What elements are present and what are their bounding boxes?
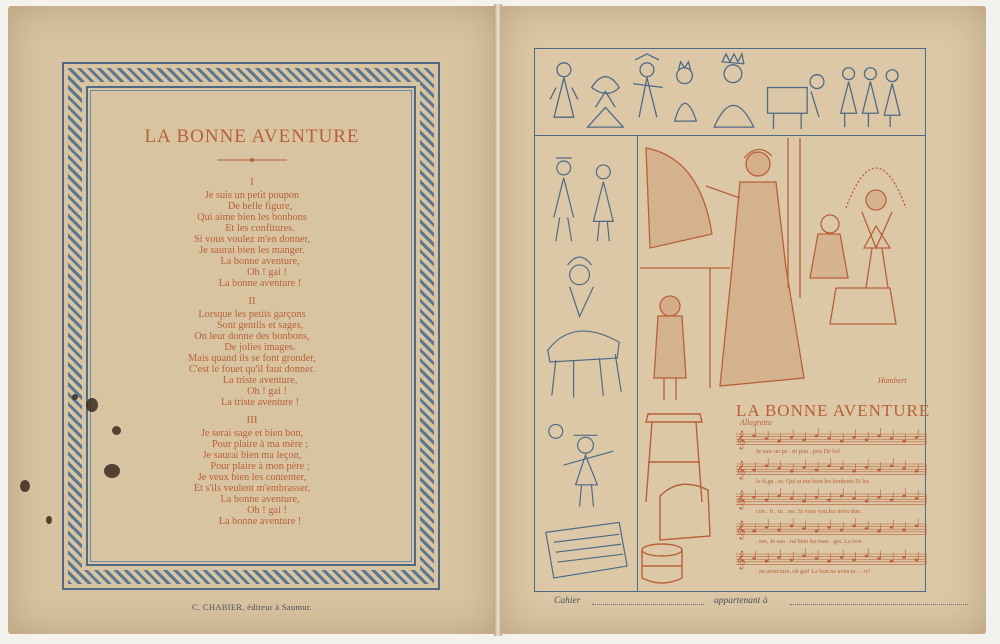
note-head: [877, 469, 881, 472]
lyric-line: . ne aven.ture, oh gai! La bon.ne aven.tu . . re!: [756, 568, 871, 575]
mother-and-child-scene: [640, 138, 924, 403]
note-head: [777, 556, 781, 559]
name-line: [592, 604, 704, 605]
note-head: [790, 497, 794, 500]
note-head: [840, 495, 844, 498]
ink-stain: [86, 398, 98, 412]
verse-line: Et s'ils veulent m'embrasser,: [193, 483, 311, 494]
note-head: [802, 500, 806, 503]
left-page: [8, 6, 496, 634]
side-vignettes: [534, 136, 638, 592]
note-head: [802, 466, 806, 469]
verse-line: Oh ! gai !: [247, 267, 287, 278]
verse-line: Mais quand ils se font gronder,: [188, 353, 316, 364]
note-head: [902, 467, 906, 470]
note-head: [790, 525, 794, 528]
music-title: LA BONNE AVENTURE: [736, 401, 931, 420]
verse-line: C'est le fouet qu'il faut donner.: [188, 364, 316, 375]
children-figures: [841, 68, 900, 127]
note-head: [815, 496, 819, 499]
note-head: [752, 469, 756, 472]
note-head: [852, 470, 856, 473]
verse-line: De jolies images.: [224, 342, 296, 353]
verse-line: Oh ! gai !: [247, 386, 287, 397]
treble-clef-icon: 𝄞: [736, 460, 746, 479]
note-head: [852, 525, 856, 528]
verse-line: De belle figure,: [227, 201, 293, 212]
cat-figure: [675, 62, 697, 121]
appartenant-label: appartenant à: [714, 596, 768, 606]
verse-line: La bonne aventure !: [218, 516, 302, 527]
verse-line: La triste aventure,: [222, 375, 298, 386]
verse-line: Lorsque les petits garçons: [198, 309, 306, 320]
verse-line: On leur donne des bonbons,: [194, 331, 310, 342]
note-head: [890, 560, 894, 563]
note-head: [915, 436, 919, 439]
ink-stain: [20, 480, 30, 492]
verse-line: Je suis un petit poupon: [204, 190, 300, 201]
note-head: [752, 435, 756, 438]
note-head: [865, 439, 869, 442]
note-head: [752, 530, 756, 533]
note-head: [865, 500, 869, 503]
jester-figure: [633, 54, 663, 117]
stanzas: [88, 176, 416, 527]
note-head: [777, 529, 781, 532]
note-head: [765, 437, 769, 440]
note-head: [852, 559, 856, 562]
note-head: [840, 529, 844, 532]
lyric-line: con . fi . tu . res. Si vous vou.lez m'en don .: [756, 508, 863, 515]
note-head: [902, 556, 906, 559]
king-figure: [714, 54, 754, 127]
note-head: [852, 497, 856, 500]
note-head: [915, 559, 919, 562]
treble-clef-icon: 𝄞: [736, 520, 746, 539]
verse-line: Pour plaire à mon père ;: [210, 461, 310, 472]
stanza-number: II: [248, 295, 256, 307]
note-head: [765, 560, 769, 563]
right-page: [500, 6, 986, 634]
note-head: [915, 470, 919, 473]
note-head: [877, 530, 881, 533]
lyric-line: le fi.gu . re. Qui ai.me bien les bonbons Et les: [756, 478, 870, 485]
little-girl-figure: [810, 215, 848, 278]
note-head: [815, 469, 819, 472]
note-head: [865, 555, 869, 558]
note-head: [765, 465, 769, 468]
poem-title: LA BONNE AVENTURE: [144, 126, 360, 147]
ink-stain: [72, 394, 78, 400]
sheet-music: [732, 426, 928, 586]
note-head: [902, 440, 906, 443]
note-head: [902, 495, 906, 498]
rider-figure: [548, 257, 621, 398]
treble-clef-icon: 𝄞: [736, 430, 746, 449]
treble-clef-icon: 𝄞: [736, 490, 746, 509]
skipping-child-figure: [846, 168, 906, 288]
lyric-line: Je suis un pe . tit pou . pou De bel .: [756, 448, 843, 455]
note-head: [815, 435, 819, 438]
note-head: [815, 530, 819, 533]
owner-line: [790, 604, 968, 605]
musician-figure: [549, 424, 613, 506]
verse-line: La bonne aventure !: [218, 278, 302, 289]
note-head: [877, 435, 881, 438]
note-head: [840, 467, 844, 470]
note-head: [890, 499, 894, 502]
note-head: [890, 465, 894, 468]
note-head: [902, 529, 906, 532]
note-head: [915, 525, 919, 528]
chair: [830, 288, 896, 324]
ink-stain: [46, 516, 52, 524]
note-head: [765, 499, 769, 502]
note-head: [877, 496, 881, 499]
verse-line: La triste aventure !: [220, 397, 300, 408]
tempo-marking: Allegretto: [740, 418, 772, 427]
note-head: [790, 470, 794, 473]
note-head: [852, 436, 856, 439]
note-head: [765, 526, 769, 529]
note-head: [865, 466, 869, 469]
artist-signature: Humbert: [878, 376, 907, 385]
verse-line: Je veux bien les contenter,: [197, 472, 307, 483]
note-head: [865, 527, 869, 530]
note-head: [827, 465, 831, 468]
stanza-number: I: [250, 176, 254, 188]
note-head: [827, 526, 831, 529]
verse-line: La bonne aventure,: [220, 494, 300, 505]
verse-line: La bonne aventure,: [220, 256, 300, 267]
note-head: [752, 496, 756, 499]
verse-line: Je saurai bien les manger.: [199, 245, 305, 256]
verse-line: Qui aime bien les bonbons: [197, 212, 307, 223]
note-head: [827, 499, 831, 502]
note-head: [802, 527, 806, 530]
note-head: [790, 559, 794, 562]
note-head: [802, 555, 806, 558]
note-head: [877, 557, 881, 560]
note-head: [827, 560, 831, 563]
verse-line: Sont gentils et sages,: [216, 320, 304, 331]
verse-line: Si vous voulez m'en donner,: [193, 234, 311, 245]
note-head: [752, 557, 756, 560]
sheet-music-sketch: [546, 522, 627, 577]
bird-figure: [588, 77, 624, 127]
note-head: [802, 439, 806, 442]
verse-line: Oh ! gai !: [247, 505, 287, 516]
verse-line: Je serai sage et bien bon,: [200, 428, 304, 439]
toy-figures-strip: [534, 48, 926, 136]
note-head: [790, 436, 794, 439]
lyric-line: . ner, Je sau . rai bien les man . ger. La bon .: [756, 538, 865, 545]
note-head: [890, 526, 894, 529]
cahier-label: Cahier: [554, 596, 581, 606]
publisher-credit: C. CHABIER, éditeur à Saumur.: [192, 602, 312, 612]
stool-and-drum: [640, 406, 732, 590]
verse-line: Et les confitures.: [225, 223, 295, 234]
ink-stain: [104, 464, 120, 478]
child-on-stool-figure: [654, 296, 686, 400]
two-boys-figure: [554, 158, 613, 241]
treble-clef-icon: 𝄞: [736, 550, 746, 569]
note-head: [815, 557, 819, 560]
note-head: [890, 437, 894, 440]
verse-line: Je saurai bien ma leçon,: [202, 450, 302, 461]
note-head: [777, 467, 781, 470]
doll-figure: [550, 63, 578, 117]
stanza-number: III: [246, 414, 258, 426]
note-head: [777, 440, 781, 443]
poem: [88, 106, 416, 527]
note-head: [840, 556, 844, 559]
note-head: [827, 437, 831, 440]
verse-line: Pour plaire à ma mère ;: [211, 439, 309, 450]
ink-stain: [112, 426, 121, 435]
note-head: [915, 497, 919, 500]
note-head: [777, 495, 781, 498]
piano-figure: [768, 75, 824, 129]
flourish-ornament: [217, 156, 287, 164]
note-head: [840, 440, 844, 443]
